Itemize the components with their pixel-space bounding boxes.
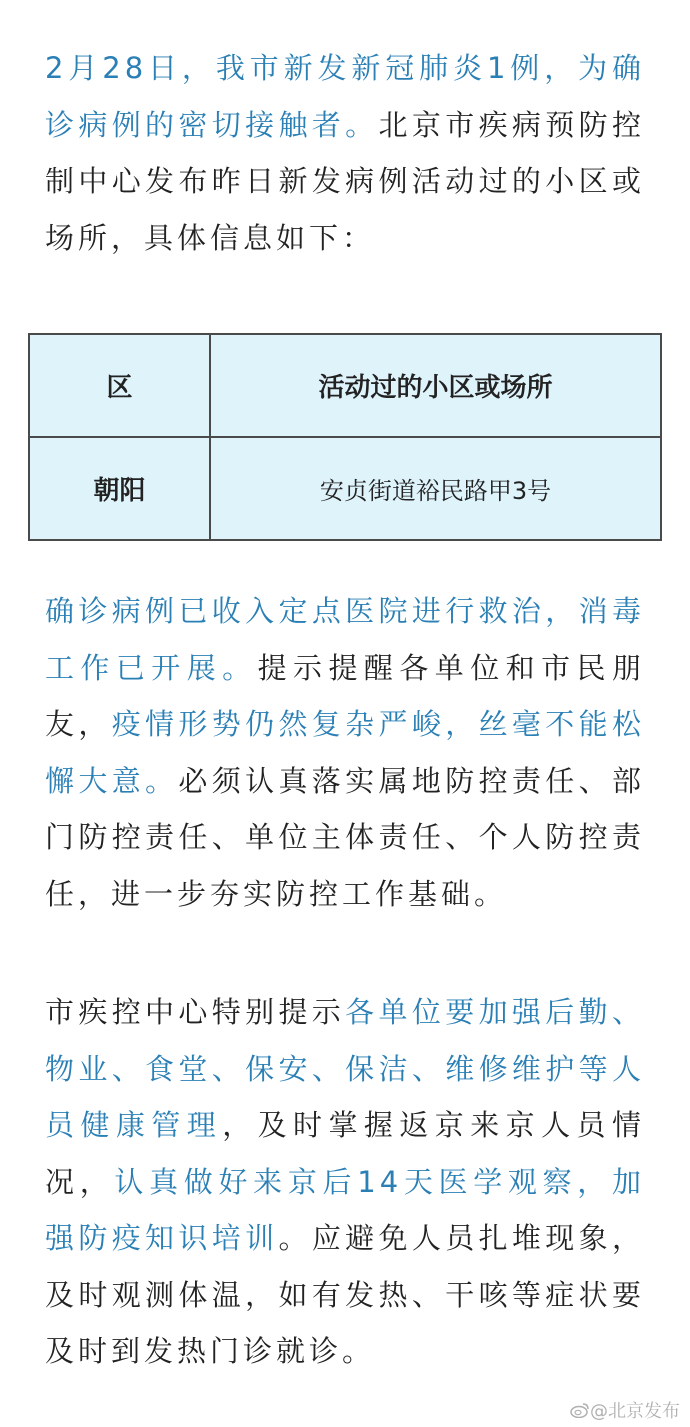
highlight-text: 认真做好来京后14天医学观察，加强防疫知识培训 xyxy=(45,1164,645,1255)
body-text: 北京市疾病预防控制中心发布昨日新发病例活动过的小区或场所，具体信息如下： xyxy=(45,107,645,255)
locations-table xyxy=(28,333,662,541)
body-text: 。应避免人员扎堆现象，及时观测体温，如有发热、干咳等症状要及时到发热门诊就诊。 xyxy=(45,1221,645,1368)
body-text: 提示提醒各单位和市民朋友， xyxy=(45,650,645,741)
table-header-row xyxy=(29,334,661,437)
cell-place: 安贞街道裕民路甲3号 xyxy=(210,437,661,540)
highlight-text: 2月28日，我市新发新冠肺炎1例，为确诊病例的密切接触者。 xyxy=(45,51,645,142)
column-header-district: 区 xyxy=(29,334,210,437)
body-text: 市疾控中心特别提示 xyxy=(45,995,346,1029)
highlight-text: 疫情形势仍然复杂严峻，丝毫不能松懈大意。 xyxy=(45,707,645,798)
watermark-text: @北京发布 xyxy=(590,1401,680,1422)
body-text: 必须认真落实属地防控责任、部门防控责任、单位主体责任、个人防控责任，进一步夯实防控工作基础。 xyxy=(45,763,645,911)
body-text: ，及时掌握返京来京人员情况， xyxy=(45,1108,645,1199)
watermark xyxy=(570,1397,680,1423)
cell-district: 朝阳 xyxy=(29,437,210,540)
weibo-icon xyxy=(570,1402,590,1423)
table-row xyxy=(29,437,661,540)
paragraph-announcement xyxy=(45,40,645,266)
highlight-text: 确诊病例已收入定点医院进行救治，消毒工作已开展。 xyxy=(45,594,645,685)
column-header-places: 活动过的小区或场所 xyxy=(210,334,661,437)
paragraph-treatment xyxy=(45,583,645,922)
highlight-text: 各单位要加强后勤、物业、食堂、保安、保洁、维修维护等人员健康管理 xyxy=(45,995,645,1142)
paragraph-cdc-notice xyxy=(45,984,645,1380)
